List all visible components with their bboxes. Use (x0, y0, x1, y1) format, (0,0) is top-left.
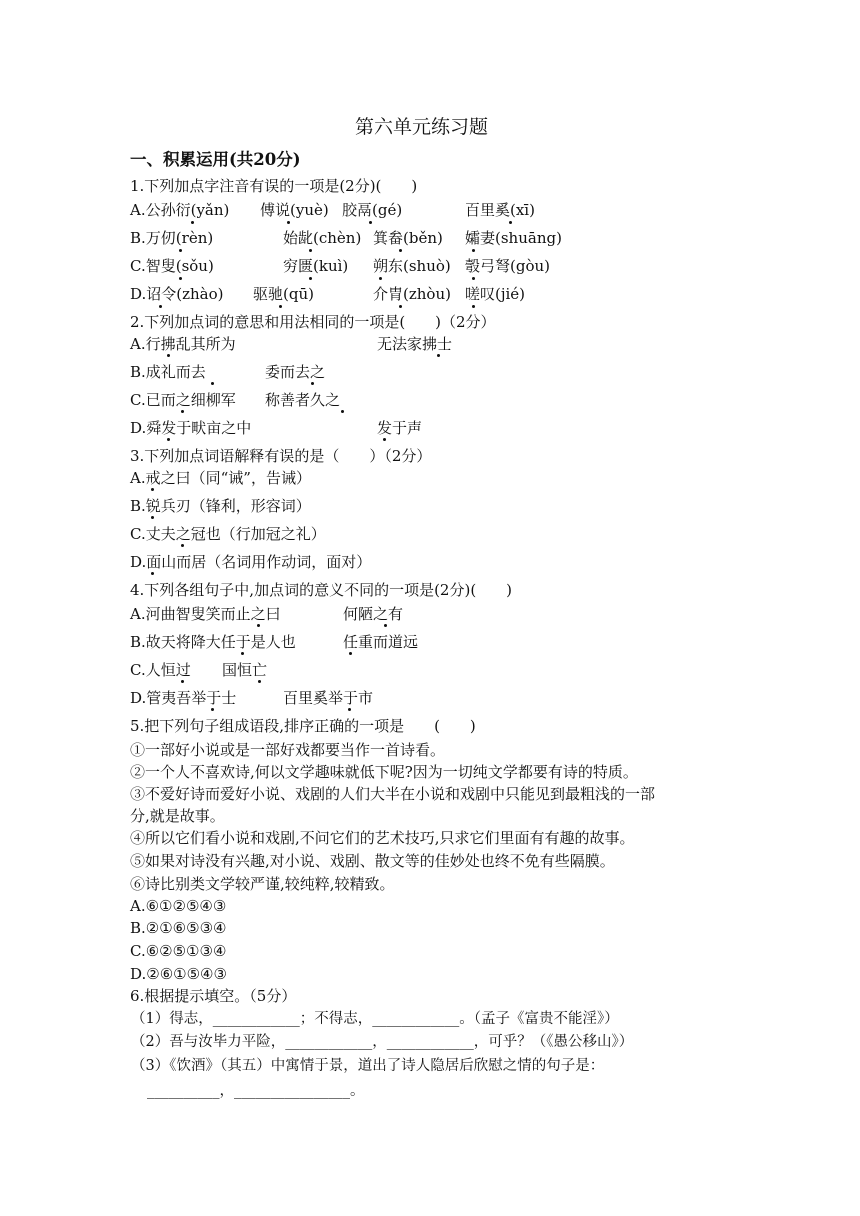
emphasis-dot (179, 277, 182, 280)
q5-sentence-4: ④所以它们看小说和戏剧,不问它们的艺术技巧,只求它们里面有有趣的故事。 (130, 829, 635, 847)
q1-option-a-3: 胶鬲(gé) (342, 201, 403, 219)
q6-line-4: __________，________________。 (147, 1083, 365, 1099)
q4-option-c-1: C.人恒过 (130, 661, 191, 679)
emphasis-dot (472, 305, 475, 308)
emphasis-dot (509, 221, 512, 224)
q5-sentence-3-cont: 分,就是故事。 (130, 807, 225, 825)
q5-sentence-1: ①一部好小说或是一部好戏都要当作一首诗看。 (130, 741, 446, 759)
q1-option-a-4: 百里奚(xī) (465, 201, 535, 219)
emphasis-dot (279, 305, 282, 308)
emphasis-dot (257, 624, 260, 627)
q4-option-a-2: 何陋之有 (343, 605, 404, 623)
emphasis-dot (311, 382, 314, 385)
q6-line-2: （2）吾与汝毕力平险，____________，____________，可乎？（《愚公移山》） (131, 1034, 634, 1050)
q2-option-d-1: D.舜发于畎亩之中 (130, 419, 252, 437)
emphasis-dot (383, 438, 386, 441)
emphasis-dot (258, 680, 261, 683)
q3-option-a: A.戒之曰（同“诫”，告诫） (130, 469, 311, 487)
emphasis-dot (379, 277, 382, 280)
q1-option-d-4: 嗟叹(jié) (465, 285, 526, 303)
emphasis-dot (399, 305, 402, 308)
emphasis-dot (211, 382, 214, 385)
emphasis-dot (437, 354, 440, 357)
emphasis-dot (181, 680, 184, 683)
emphasis-dot (167, 438, 170, 441)
emphasis-dot (287, 221, 290, 224)
q2-option-b-2: 委而去之 (265, 363, 326, 381)
q4-option-c-2: 国恒亡 (222, 661, 268, 679)
emphasis-dot (399, 249, 402, 252)
emphasis-dot (309, 277, 312, 280)
q5-option-b: B.②①⑥⑤③④ (130, 919, 227, 937)
emphasis-dot (181, 544, 184, 547)
emphasis-dot (179, 249, 182, 252)
emphasis-dot (151, 516, 154, 519)
emphasis-dot (191, 221, 194, 224)
q6-line-1: （1）得志，____________；不得志，____________。（孟子《富贵不能淫》） (131, 1011, 619, 1027)
q5-sentence-5: ⑤如果对诗没有兴趣,对小说、戏剧、散文等的佳妙处也终不免有些隔膜。 (130, 852, 615, 870)
question-3-stem: 3.下列加点词语解释有误的是（ ）（2分） (130, 447, 432, 465)
q1-option-b-1: B.万仞(rèn) (130, 229, 214, 247)
q4-option-a-1: A.河曲智叟笑而止之曰 (130, 605, 281, 623)
question-6-stem: 6.根据提示填空。（5分） (130, 987, 297, 1005)
q5-sentence-2: ②一个人不喜欢诗,何以文学趣味就低下呢?因为一切纯文学都要有诗的特质。 (130, 763, 638, 781)
question-1-stem: 1.下列加点字注音有误的一项是(2分)( ) (130, 177, 418, 195)
emphasis-dot (159, 305, 162, 308)
q2-option-d-2: 发于声 (377, 419, 423, 437)
emphasis-dot (181, 410, 184, 413)
q5-option-c: C.⑥②⑤①③④ (130, 942, 227, 960)
q5-sentence-3: ③不爱好诗而爱好小说、戏剧的人们大半在小说和戏剧中只能见到最粗浅的一部 (130, 785, 656, 803)
q1-option-b-2: 始龀(chèn) (283, 229, 362, 247)
q5-option-a: A.⑥①②⑤④③ (130, 897, 227, 915)
q2-option-c-2: 称善者久之 (265, 391, 341, 409)
emphasis-dot (151, 572, 154, 575)
emphasis-dot (167, 354, 170, 357)
q1-option-c-1: C.智叟(sǒu) (130, 257, 214, 275)
emphasis-dot (211, 708, 214, 711)
q1-option-a-1: A.公孙衍(yǎn) (130, 201, 230, 219)
question-4-stem: 4.下列各组句子中,加点词的意义不同的一项是(2分)( ) (130, 581, 513, 599)
question-5-stem: 5.把下列句子组成语段,排序正确的一项是 ( ) (130, 717, 476, 735)
q5-option-d: D.②⑥①⑤④③ (130, 965, 227, 983)
emphasis-dot (384, 624, 387, 627)
emphasis-dot (241, 652, 244, 655)
q4-option-b-1: B.故天将降大任于是人也 (130, 633, 296, 651)
question-2-stem: 2.下列加点词的意思和用法相同的一项是( )（2分） (130, 313, 496, 331)
q1-option-d-2: 驱驰(qū) (253, 285, 314, 303)
q6-line-3: （3）《饮酒》（其五）中寓情于景，道出了诗人隐居后欣慰之情的句子是： (131, 1058, 605, 1074)
q5-sentence-6: ⑥诗比别类文学较严谨,较纯粹,较精致。 (130, 875, 395, 893)
q1-option-b-3: 箕畚(běn) (373, 229, 443, 247)
emphasis-dot (349, 652, 352, 655)
q1-option-a-2: 傅说(yuè) (260, 201, 329, 219)
q2-option-c-1: C.已而之细柳军 (130, 391, 236, 409)
q2-option-b-1: B.成礼而去 (130, 363, 206, 381)
q3-option-b: B.锐兵刃（锋利，形容词） (130, 497, 311, 515)
q4-option-b-2: 任重而道远 (343, 633, 419, 651)
q1-option-b-4: 孀妻(shuāng) (465, 229, 562, 247)
q1-option-d-3: 介胄(zhòu) (373, 285, 451, 303)
q1-option-c-3: 朔东(shuò) (373, 257, 451, 275)
q1-option-c-2: 穷匮(kuì) (283, 257, 349, 275)
emphasis-dot (348, 708, 351, 711)
emphasis-dot (472, 277, 475, 280)
q1-option-c-4: 彀弓弩(gòu) (465, 257, 550, 275)
emphasis-dot (151, 488, 154, 491)
q2-option-a-2: 无法家拂士 (377, 335, 453, 353)
page-title: 第六单元练习题 (355, 116, 489, 138)
q3-option-d: D.面山而居（名词用作动词，面对） (130, 553, 372, 571)
emphasis-dot (369, 221, 372, 224)
q2-option-a-1: A.行拂乱其所为 (130, 335, 236, 353)
q4-option-d-1: D.管夷吾举于士 (130, 689, 237, 707)
q1-option-d-1: D.诏令(zhào) (130, 285, 224, 303)
emphasis-dot (472, 249, 475, 252)
emphasis-dot (341, 410, 344, 413)
emphasis-dot (309, 249, 312, 252)
q4-option-d-2: 百里奚举于市 (283, 689, 374, 707)
q3-option-c: C.丈夫之冠也（行加冠之礼） (130, 525, 326, 543)
section-heading: 一、积累运用(共20分) (130, 150, 301, 169)
